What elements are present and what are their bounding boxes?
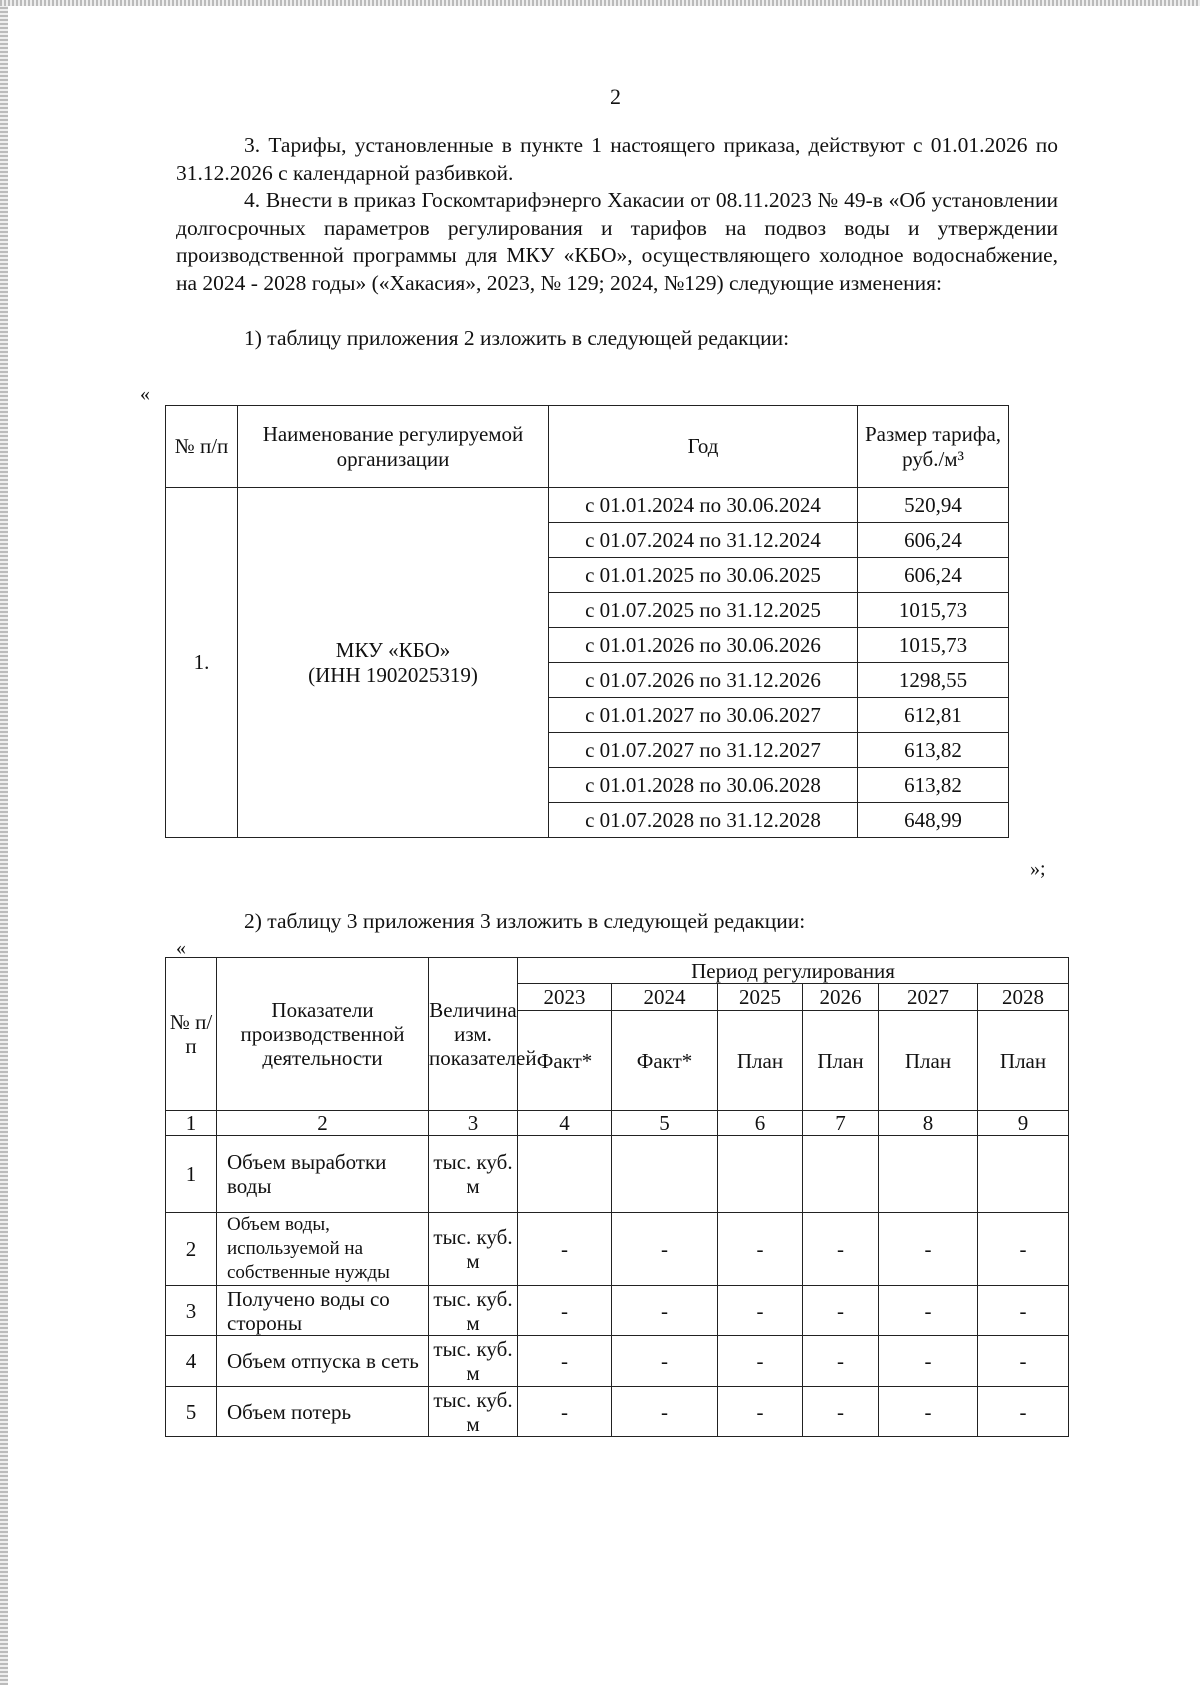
- indicator-name: Объем отпуска в сеть: [217, 1336, 429, 1387]
- value-cell: -: [978, 1213, 1069, 1286]
- period-cell: с 01.01.2026 по 30.06.2026: [549, 628, 858, 663]
- col-number: 2: [217, 1111, 429, 1136]
- col-number: 1: [166, 1111, 217, 1136]
- header-year: Год: [549, 406, 858, 488]
- row-number: 2: [166, 1213, 217, 1286]
- value-cell: [612, 1136, 718, 1213]
- header-unit: Величина изм. показателей: [429, 958, 518, 1111]
- year-header: 2024: [612, 984, 718, 1011]
- header-num: № п/п: [166, 406, 238, 488]
- value-cell: -: [978, 1387, 1069, 1437]
- col-number: 9: [978, 1111, 1069, 1136]
- header-row: [166, 958, 1069, 984]
- period-cell: с 01.07.2025 по 31.12.2025: [549, 593, 858, 628]
- tariff-cell: 612,81: [858, 698, 1009, 733]
- value-cell: -: [803, 1213, 879, 1286]
- value-cell: -: [879, 1387, 978, 1437]
- type-header: Факт*: [612, 1011, 718, 1111]
- year-header: 2026: [803, 984, 879, 1011]
- table-row: [166, 488, 1009, 523]
- year-header: 2027: [879, 984, 978, 1011]
- value-cell: [978, 1136, 1069, 1213]
- period-cell: с 01.07.2027 по 31.12.2027: [549, 733, 858, 768]
- tariff-cell: 1015,73: [858, 628, 1009, 663]
- value-cell: -: [978, 1336, 1069, 1387]
- period-cell: с 01.01.2024 по 30.06.2024: [549, 488, 858, 523]
- value-cell: -: [718, 1336, 803, 1387]
- value-cell: [718, 1136, 803, 1213]
- indicator-name: Получено воды со стороны: [217, 1286, 429, 1336]
- value-cell: -: [803, 1387, 879, 1437]
- type-header: План: [718, 1011, 803, 1111]
- organization: [238, 488, 549, 838]
- period-cell: с 01.01.2025 по 30.06.2025: [549, 558, 858, 593]
- period-cell: с 01.07.2028 по 31.12.2028: [549, 803, 858, 838]
- col-number: 4: [518, 1111, 612, 1136]
- quote-open-1: «: [140, 383, 150, 405]
- org-inn: (ИНН 1902025319): [308, 662, 478, 687]
- sub-item-1: 1) таблицу приложения 2 изложить в следующей редакции:: [244, 326, 790, 350]
- table-row: [166, 1136, 1069, 1213]
- year-header: 2028: [978, 984, 1069, 1011]
- tariff-cell: 613,82: [858, 768, 1009, 803]
- type-header: План: [879, 1011, 978, 1111]
- value-cell: -: [718, 1286, 803, 1336]
- row-number: 1: [166, 1136, 217, 1213]
- paragraph-3: 3. Тарифы, установленные в пункте 1 настоящего приказа, действуют с 01.01.2026 по 31.12.2026 с календарной разбивкой.: [176, 133, 1058, 185]
- period-cell: с 01.01.2027 по 30.06.2027: [549, 698, 858, 733]
- type-header: План: [978, 1011, 1069, 1111]
- value-cell: -: [518, 1387, 612, 1437]
- value-cell: -: [803, 1286, 879, 1336]
- unit-cell: тыс. куб. м: [429, 1213, 518, 1286]
- year-header: 2023: [518, 984, 612, 1011]
- sub-item-2: 2) таблицу 3 приложения 3 изложить в следующей редакции:: [244, 909, 806, 933]
- table-row: [166, 1387, 1069, 1437]
- value-cell: -: [518, 1336, 612, 1387]
- production-table: [165, 957, 1069, 1437]
- table-header: [166, 406, 1009, 488]
- table-row: [166, 1336, 1069, 1387]
- unit-cell: тыс. куб. м: [429, 1336, 518, 1387]
- period-cell: с 01.07.2024 по 31.12.2024: [549, 523, 858, 558]
- header-tariff: Размер тарифа, руб./м³: [858, 406, 1009, 488]
- scan-edge: [0, 0, 8, 1685]
- tariff-cell: 648,99: [858, 803, 1009, 838]
- unit-cell: тыс. куб. м: [429, 1136, 518, 1213]
- row-number: 3: [166, 1286, 217, 1336]
- indicator-name: Объем потерь: [217, 1387, 429, 1437]
- value-cell: -: [518, 1213, 612, 1286]
- value-cell: -: [803, 1336, 879, 1387]
- type-header: План: [803, 1011, 879, 1111]
- tariff-table: [165, 405, 1009, 838]
- tariff-cell: 1298,55: [858, 663, 1009, 698]
- quote-open-2: «: [176, 937, 186, 959]
- unit-cell: тыс. куб. м: [429, 1286, 518, 1336]
- col-number: 8: [879, 1111, 978, 1136]
- value-cell: [803, 1136, 879, 1213]
- period-cell: с 01.01.2028 по 30.06.2028: [549, 768, 858, 803]
- col-number: 5: [612, 1111, 718, 1136]
- row-number: 5: [166, 1387, 217, 1437]
- tariff-cell: 606,24: [858, 523, 1009, 558]
- value-cell: -: [612, 1336, 718, 1387]
- col-number: 3: [429, 1111, 518, 1136]
- value-cell: [518, 1136, 612, 1213]
- tariff-cell: 606,24: [858, 558, 1009, 593]
- value-cell: -: [879, 1286, 978, 1336]
- period-cell: с 01.07.2026 по 31.12.2026: [549, 663, 858, 698]
- row-number: 4: [166, 1336, 217, 1387]
- value-cell: -: [612, 1286, 718, 1336]
- indicator-name: Объем выработки воды: [217, 1136, 429, 1213]
- indicator-name: Объем воды, используемой на собственные нужды: [217, 1213, 429, 1286]
- quote-close-1: »;: [1030, 858, 1046, 880]
- page-number: 2: [610, 84, 621, 109]
- header-num: № п/ п: [166, 958, 217, 1111]
- col-number: 7: [803, 1111, 879, 1136]
- value-cell: -: [718, 1213, 803, 1286]
- value-cell: -: [879, 1213, 978, 1286]
- value-cell: -: [879, 1336, 978, 1387]
- table-row: [166, 1213, 1069, 1286]
- header-org: Наименование регулируемой организации: [238, 406, 549, 488]
- value-cell: -: [978, 1286, 1069, 1336]
- header-indicator: Показатели производственной деятельности: [217, 958, 429, 1111]
- value-cell: -: [518, 1286, 612, 1336]
- row-number: 1.: [166, 488, 238, 838]
- scan-edge-top: [0, 0, 1200, 6]
- value-cell: -: [612, 1387, 718, 1437]
- paragraph-4: 4. Внести в приказ Госкомтарифэнерго Хакасии от 08.11.2023 № 49-в «Об установлении долгосрочных параметров регулирования и тарифов на подвоз воды и утверждении производственной программы для МКУ «КБО», осуществляющего холодное водоснабжение, на 2024 - 2028 годы» («Хакасия», 2023, № 129; 2024, №129) следующие изменения:: [176, 188, 1058, 295]
- col-numbers-row: [166, 1111, 1069, 1136]
- type-header: Факт*: [518, 1011, 612, 1111]
- header-period: Период регулирования: [518, 958, 1069, 984]
- tariff-cell: 613,82: [858, 733, 1009, 768]
- table-row: [166, 1286, 1069, 1336]
- year-header: 2025: [718, 984, 803, 1011]
- tariff-cell: 1015,73: [858, 593, 1009, 628]
- tariff-cell: 520,94: [858, 488, 1009, 523]
- col-number: 6: [718, 1111, 803, 1136]
- value-cell: -: [612, 1213, 718, 1286]
- value-cell: -: [718, 1387, 803, 1437]
- unit-cell: тыс. куб. м: [429, 1387, 518, 1437]
- org-name: МКУ «КБО»: [335, 637, 451, 662]
- value-cell: [879, 1136, 978, 1213]
